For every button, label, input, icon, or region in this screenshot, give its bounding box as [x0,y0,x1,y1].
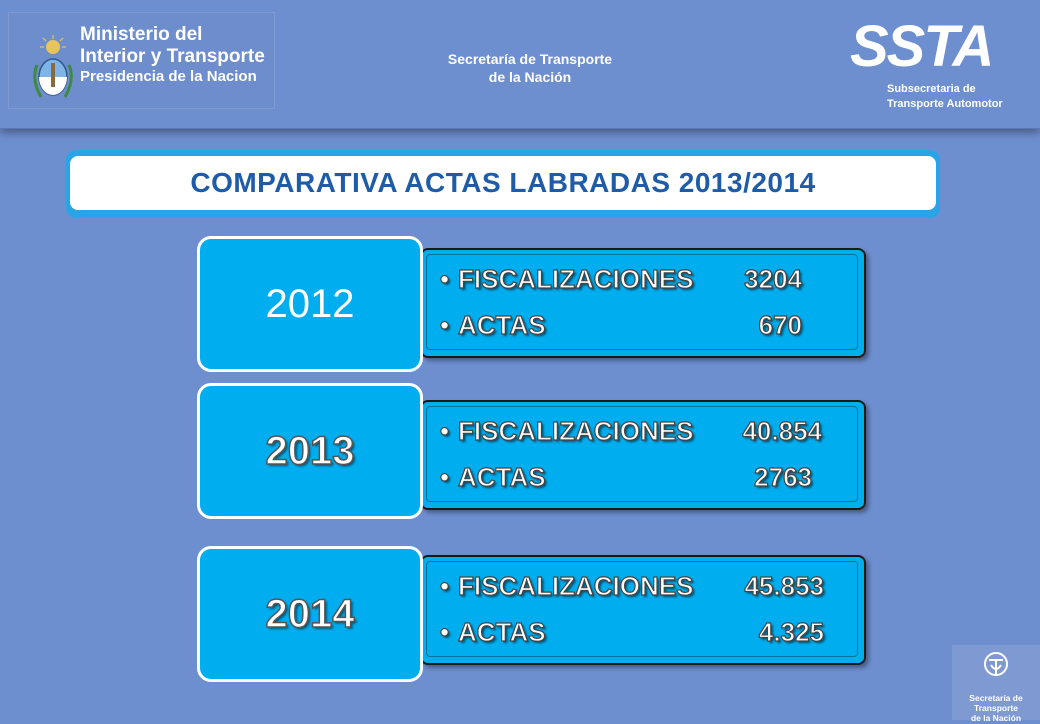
fiscalizaciones-label: FISCALIZACIONES [458,571,694,601]
ministry-line-2: Interior y Transporte [80,45,265,67]
actas-label: ACTAS [458,310,546,340]
ssta-subtitle [887,82,1003,112]
fiscalizaciones-row-2013 [440,416,693,447]
footer-secretaria-logo [952,645,1040,724]
actas-row-2014 [440,617,546,648]
actas-label: ACTAS [458,617,546,647]
fiscalizaciones-value-2014: 45.853 [744,571,824,601]
fiscalizaciones-value-2013: 40.854 [742,416,822,446]
page-title: COMPARATIVA ACTAS LABRADAS 2013/2014 [190,167,816,198]
actas-row-2013 [440,462,546,493]
ministry-line-1: Ministerio del [80,24,203,45]
ssta-logo [850,18,1020,74]
argentina-seal-icon [31,35,75,107]
stats-box-2012 [420,248,866,358]
bullet-icon: • [440,617,450,647]
actas-value-2013: 2763 [754,462,812,492]
bullet-icon: • [440,416,450,446]
ministry-title [80,24,265,85]
stats-box-2013 [420,400,866,510]
title-banner [66,150,940,218]
year-box-2014 [197,546,423,682]
fiscalizaciones-label: FISCALIZACIONES [458,416,694,446]
transport-emblem-icon [983,651,1009,689]
ssta-sub-line-1: Subsecretaria de [887,83,976,95]
fiscalizaciones-row-2012 [440,264,693,295]
year-box-2012 [197,236,423,372]
year-box-2013 [197,383,423,519]
year-label-2012: 2012 [265,281,355,326]
bullet-icon: • [440,310,450,340]
bullet-icon: • [440,571,450,601]
header-banner [0,0,1040,129]
fiscalizaciones-row-2014 [440,571,693,602]
year-label-2013: 2013 [265,428,355,473]
actas-value-2012: 670 [758,310,802,340]
actas-row-2012 [440,310,546,341]
fiscalizaciones-value-2012: 3204 [744,264,802,294]
ssta-sub-line-2: Transporte Automotor [887,97,1003,110]
secretaria-line-2: de la Nación [488,69,572,86]
fiscalizaciones-label: FISCALIZACIONES [458,264,694,294]
stats-box-2014 [420,555,866,665]
bullet-icon: • [440,462,450,492]
secretaria-title [400,50,660,86]
footer-text [952,693,1040,724]
secretaria-line-1: Secretaría de Transporte [447,51,613,67]
actas-label: ACTAS [458,462,546,492]
title-inner [70,156,936,210]
ssta-logo-text: SSTA [850,18,993,74]
actas-value-2014: 4.325 [758,617,824,647]
footer-line-2: de la Nación [970,713,1022,724]
bullet-icon: • [440,264,450,294]
ministry-line-3: Presidencia de la Nacion [80,67,257,85]
year-label-2014: 2014 [265,591,355,636]
footer-line-1: Secretaría de Transporte [969,693,1023,714]
